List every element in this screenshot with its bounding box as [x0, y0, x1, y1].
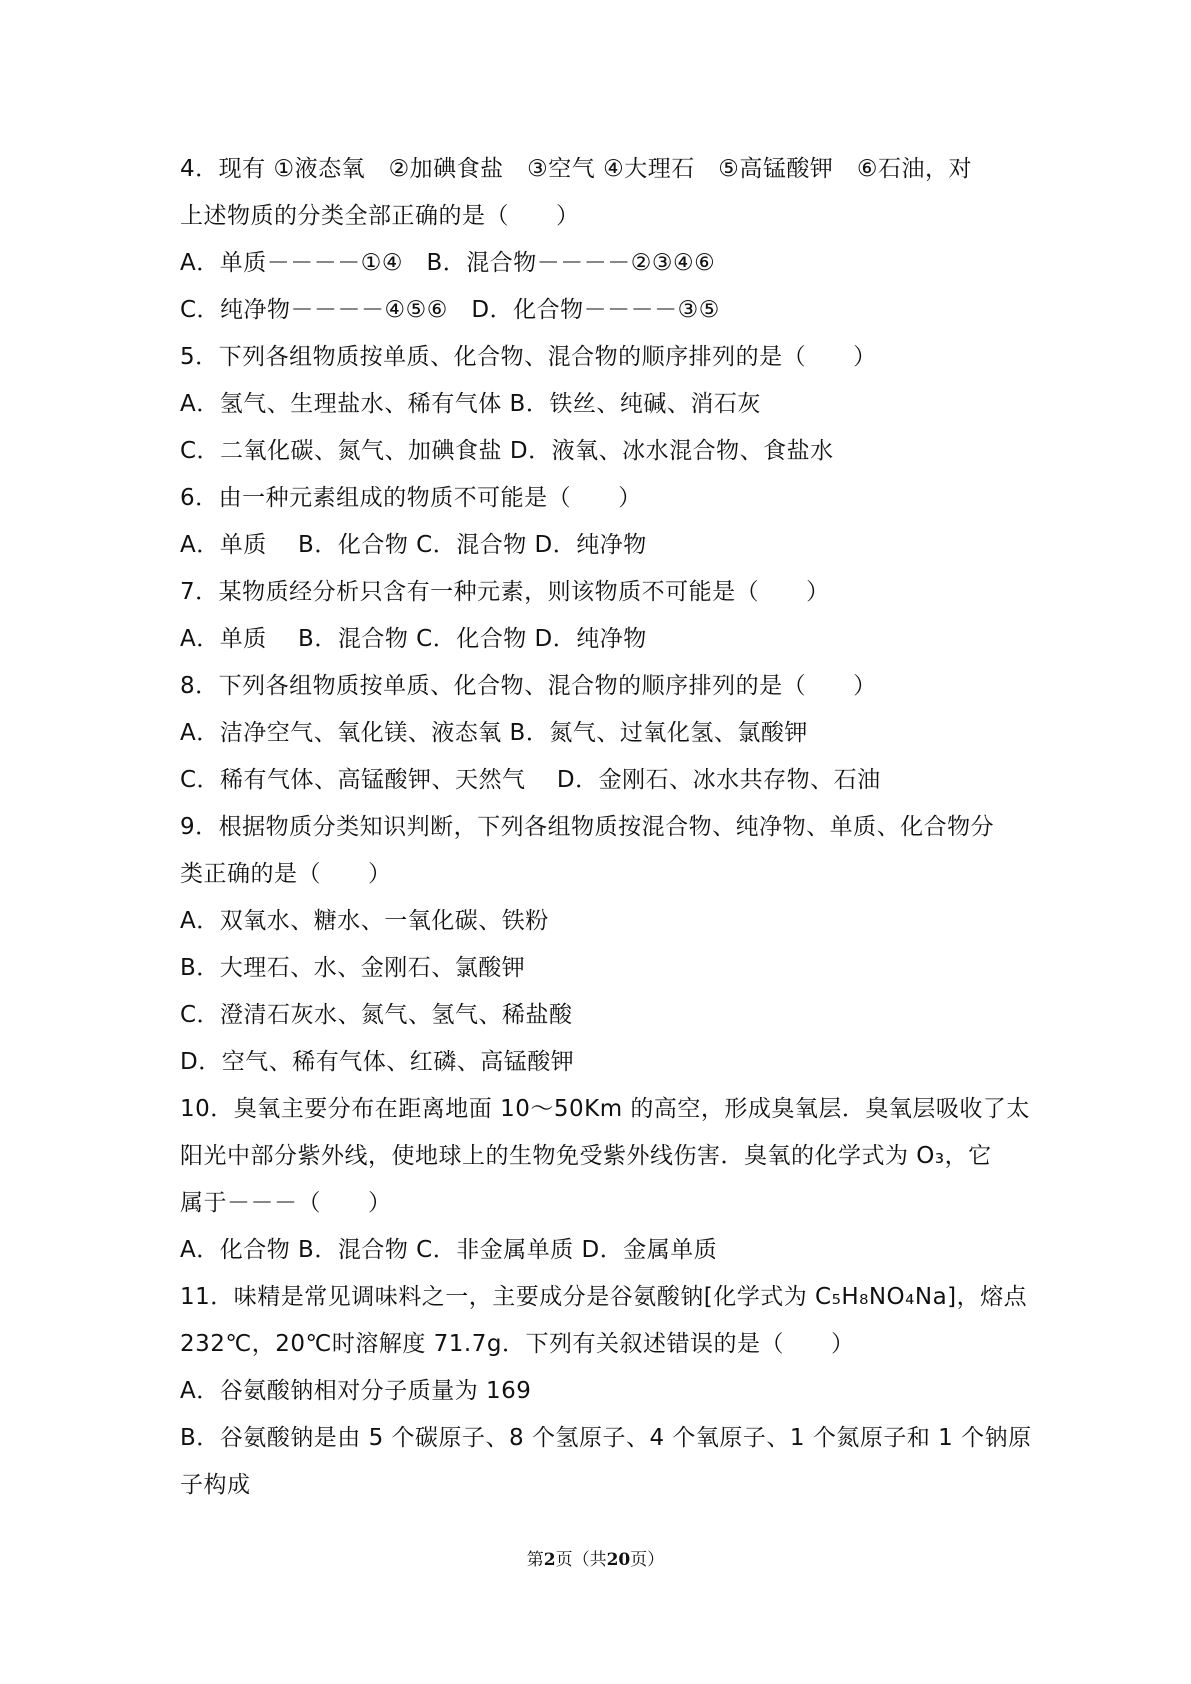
text-line: 4．现有 ①液态氧 ②加碘食盐 ③空气 ④大理石 ⑤高锰酸钾 ⑥石油，对: [180, 156, 972, 182]
text-line: C．纯净物－－－－④⑤⑥ D．化合物－－－－③⑤: [180, 297, 720, 323]
text-line: 232℃，20℃时溶解度 71.7g．下列有关叙述错误的是（ ）: [180, 1331, 855, 1357]
footer-prefix: 第: [526, 1550, 544, 1570]
text-line: A．双氧水、糖水、一氧化碳、铁粉: [180, 908, 549, 934]
text-line: 类正确的是（ ）: [180, 861, 392, 887]
text-line: 10．臭氧主要分布在距离地面 10～50Km 的高空，形成臭氧层．臭氧层吸收了太: [180, 1096, 1030, 1122]
text-line: 9．根据物质分类知识判断，下列各组物质按混合物、纯净物、单质、化合物分: [180, 814, 995, 840]
text-line: 阳光中部分紫外线，使地球上的生物免受紫外线伤害．臭氧的化学式为 O₃，它: [180, 1143, 992, 1169]
footer-suffix: 页）: [630, 1550, 665, 1570]
footer-total-pages: 20: [606, 1550, 631, 1570]
text-line: B．谷氨酸钠是由 5 个碳原子、8 个氢原子、4 个氧原子、1 个氮原子和 1 个钠原: [180, 1425, 1032, 1451]
text-line: C．二氧化碳、氮气、加碘食盐 D．液氧、冰水混合物、食盐水: [180, 438, 834, 464]
text-line: 5．下列各组物质按单质、化合物、混合物的顺序排列的是（ ）: [180, 344, 877, 370]
text-line: A．单质 B．混合物 C．化合物 D．纯净物: [180, 626, 647, 652]
text-line: A．洁净空气、氧化镁、液态氧 B．氮气、过氧化氢、氯酸钾: [180, 720, 808, 746]
text-line: 8．下列各组物质按单质、化合物、混合物的顺序排列的是（ ）: [180, 673, 877, 699]
text-line: 7．某物质经分析只含有一种元素，则该物质不可能是（ ）: [180, 579, 830, 605]
text-line: A．单质－－－－①④ B．混合物－－－－②③④⑥: [180, 250, 716, 276]
page-footer: [0, 1545, 1191, 1570]
document-body: [180, 146, 1032, 1509]
text-line: 上述物质的分类全部正确的是（ ）: [180, 203, 580, 229]
text-line: 11．味精是常见调味料之一，主要成分是谷氨酸钠[化学式为 C₅H₈NO₄Na]，熔点: [180, 1284, 1028, 1310]
text-line: B．大理石、水、金刚石、氯酸钾: [180, 955, 526, 981]
text-line: D．空气、稀有气体、红磷、高锰酸钾: [180, 1049, 575, 1075]
text-line: C．澄清石灰水、氮气、氢气、稀盐酸: [180, 1002, 573, 1028]
text-line: 6．由一种元素组成的物质不可能是（ ）: [180, 485, 642, 511]
footer-middle: 页（共: [555, 1550, 607, 1570]
text-line: 属于－－－（ ）: [180, 1190, 392, 1216]
text-line: A．单质 B．化合物 C．混合物 D．纯净物: [180, 532, 647, 558]
text-line: C．稀有气体、高锰酸钾、天然气 D．金刚石、冰水共存物、石油: [180, 767, 881, 793]
text-line: A．氢气、生理盐水、稀有气体 B．铁丝、纯碱、消石灰: [180, 391, 761, 417]
text-line: 子构成: [180, 1472, 251, 1498]
footer-page-number: 2: [543, 1550, 556, 1570]
text-line: A．谷氨酸钠相对分子质量为 169: [180, 1378, 532, 1404]
text-line: A．化合物 B．混合物 C．非金属单质 D．金属单质: [180, 1237, 718, 1263]
